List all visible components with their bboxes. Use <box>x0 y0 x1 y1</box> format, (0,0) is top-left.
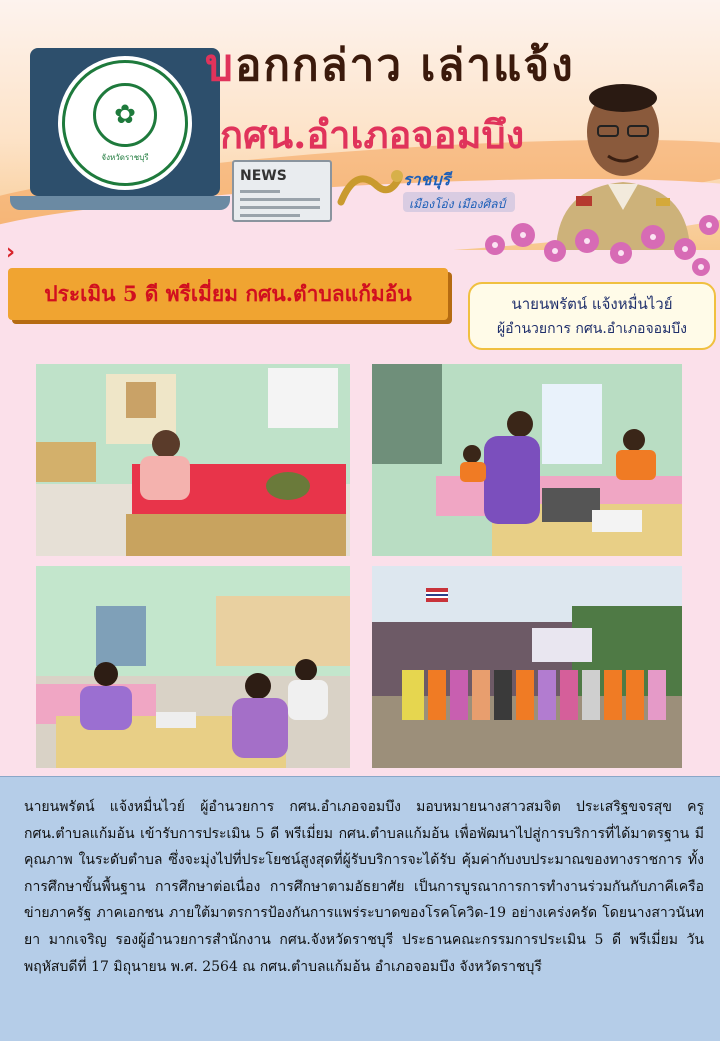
monitor-stand <box>10 196 230 210</box>
svg-text:เมืองโอ่ง เมืองศิลป์: เมืองโอ่ง เมืองศิลป์ <box>409 197 506 211</box>
meeting-photo-icon <box>36 364 350 556</box>
director-name-card <box>468 282 716 350</box>
news-label: NEWS <box>240 168 287 184</box>
page-title-rest: อกกล่าว เล่าแจ้ง <box>234 40 575 91</box>
page-subtitle: กศน.อำเภอจอมบึง <box>220 112 525 157</box>
group-photo-icon <box>372 566 682 768</box>
page-title <box>205 30 575 100</box>
brand-logo-text: ราชบุรี <box>403 170 451 189</box>
headline-banner <box>8 268 448 320</box>
chevron-right-icon: › <box>6 240 16 265</box>
director-position: ผู้อำนวยการ กศน.อำเภอจอมบึง <box>496 321 688 337</box>
seal-emblem-icon: ✿ <box>93 83 157 147</box>
presentation-photo-icon <box>372 364 682 556</box>
seal-label: จังหวัดราชบุรี <box>101 152 149 162</box>
headline-text: ประเมิน 5 ดี พรีเมี่ยม กศน.ตำบลแก้มอ้น <box>44 281 412 306</box>
page-title-first-letter: บ <box>205 40 235 91</box>
orchid-flowers-decoration <box>475 205 720 285</box>
article-body-text: นายนพรัตน์ แจ้งหมื่นไวย์ ผู้อำนวยการ กศน.อำเภอจอมบึง มอบหมายนางสาวสมจิต ประเสริฐขจรสุข ครู กศน.ตำบลแก้มอ้น เข้ารับการประเมิน 5 ดี พรีเมี่ยม กศน.ตำบลแก้มอ้น เพื่อพัฒนาไปสู่การบริการที่ได้มาตรฐาน มีคุณภาพ ในระดับตำบล ซึ่งจะมุ่งไปที่ประโยชน์สูงสุดที่ผู้รับบริการจะได้รับ คุ้มค่ากับงบประมาณของทางราชการ ทั้งการศึกษาขั้นพื้นฐาน การศึกษาต่อเนื่อง การศึกษาตามอัธยาศัย เป็นการบูรณาการการทำงานร่วมกันกับภาคีเครือข่ายภาครัฐ ภาคเอกชน ภายใต้มาตรการป้องกันการแพร่ระบาดของโรคโควิด-19 อย่างเคร่งครัด โดยนางสาวนันทยา มากเจริญ รองผู้อำนวยการสำนักงาน กศน.จังหวัดราชบุรี ประธานคณะกรรมการประเมิน 5 ดี พรีเมี่ยม วันพฤหัสบดีที่ 17 มิถุนายน พ.ศ. 2564 ณ กศน.ตำบลแก้มอ้น อำเภอจอมบึง จังหวัดราชบุรี <box>24 799 704 975</box>
newspaper-icon <box>232 160 332 222</box>
director-name: นายนพรัตน์ แจ้งหมื่นไวย์ <box>511 295 673 313</box>
office-meeting-photo-icon <box>36 566 350 768</box>
agency-seal-logo <box>62 60 188 186</box>
